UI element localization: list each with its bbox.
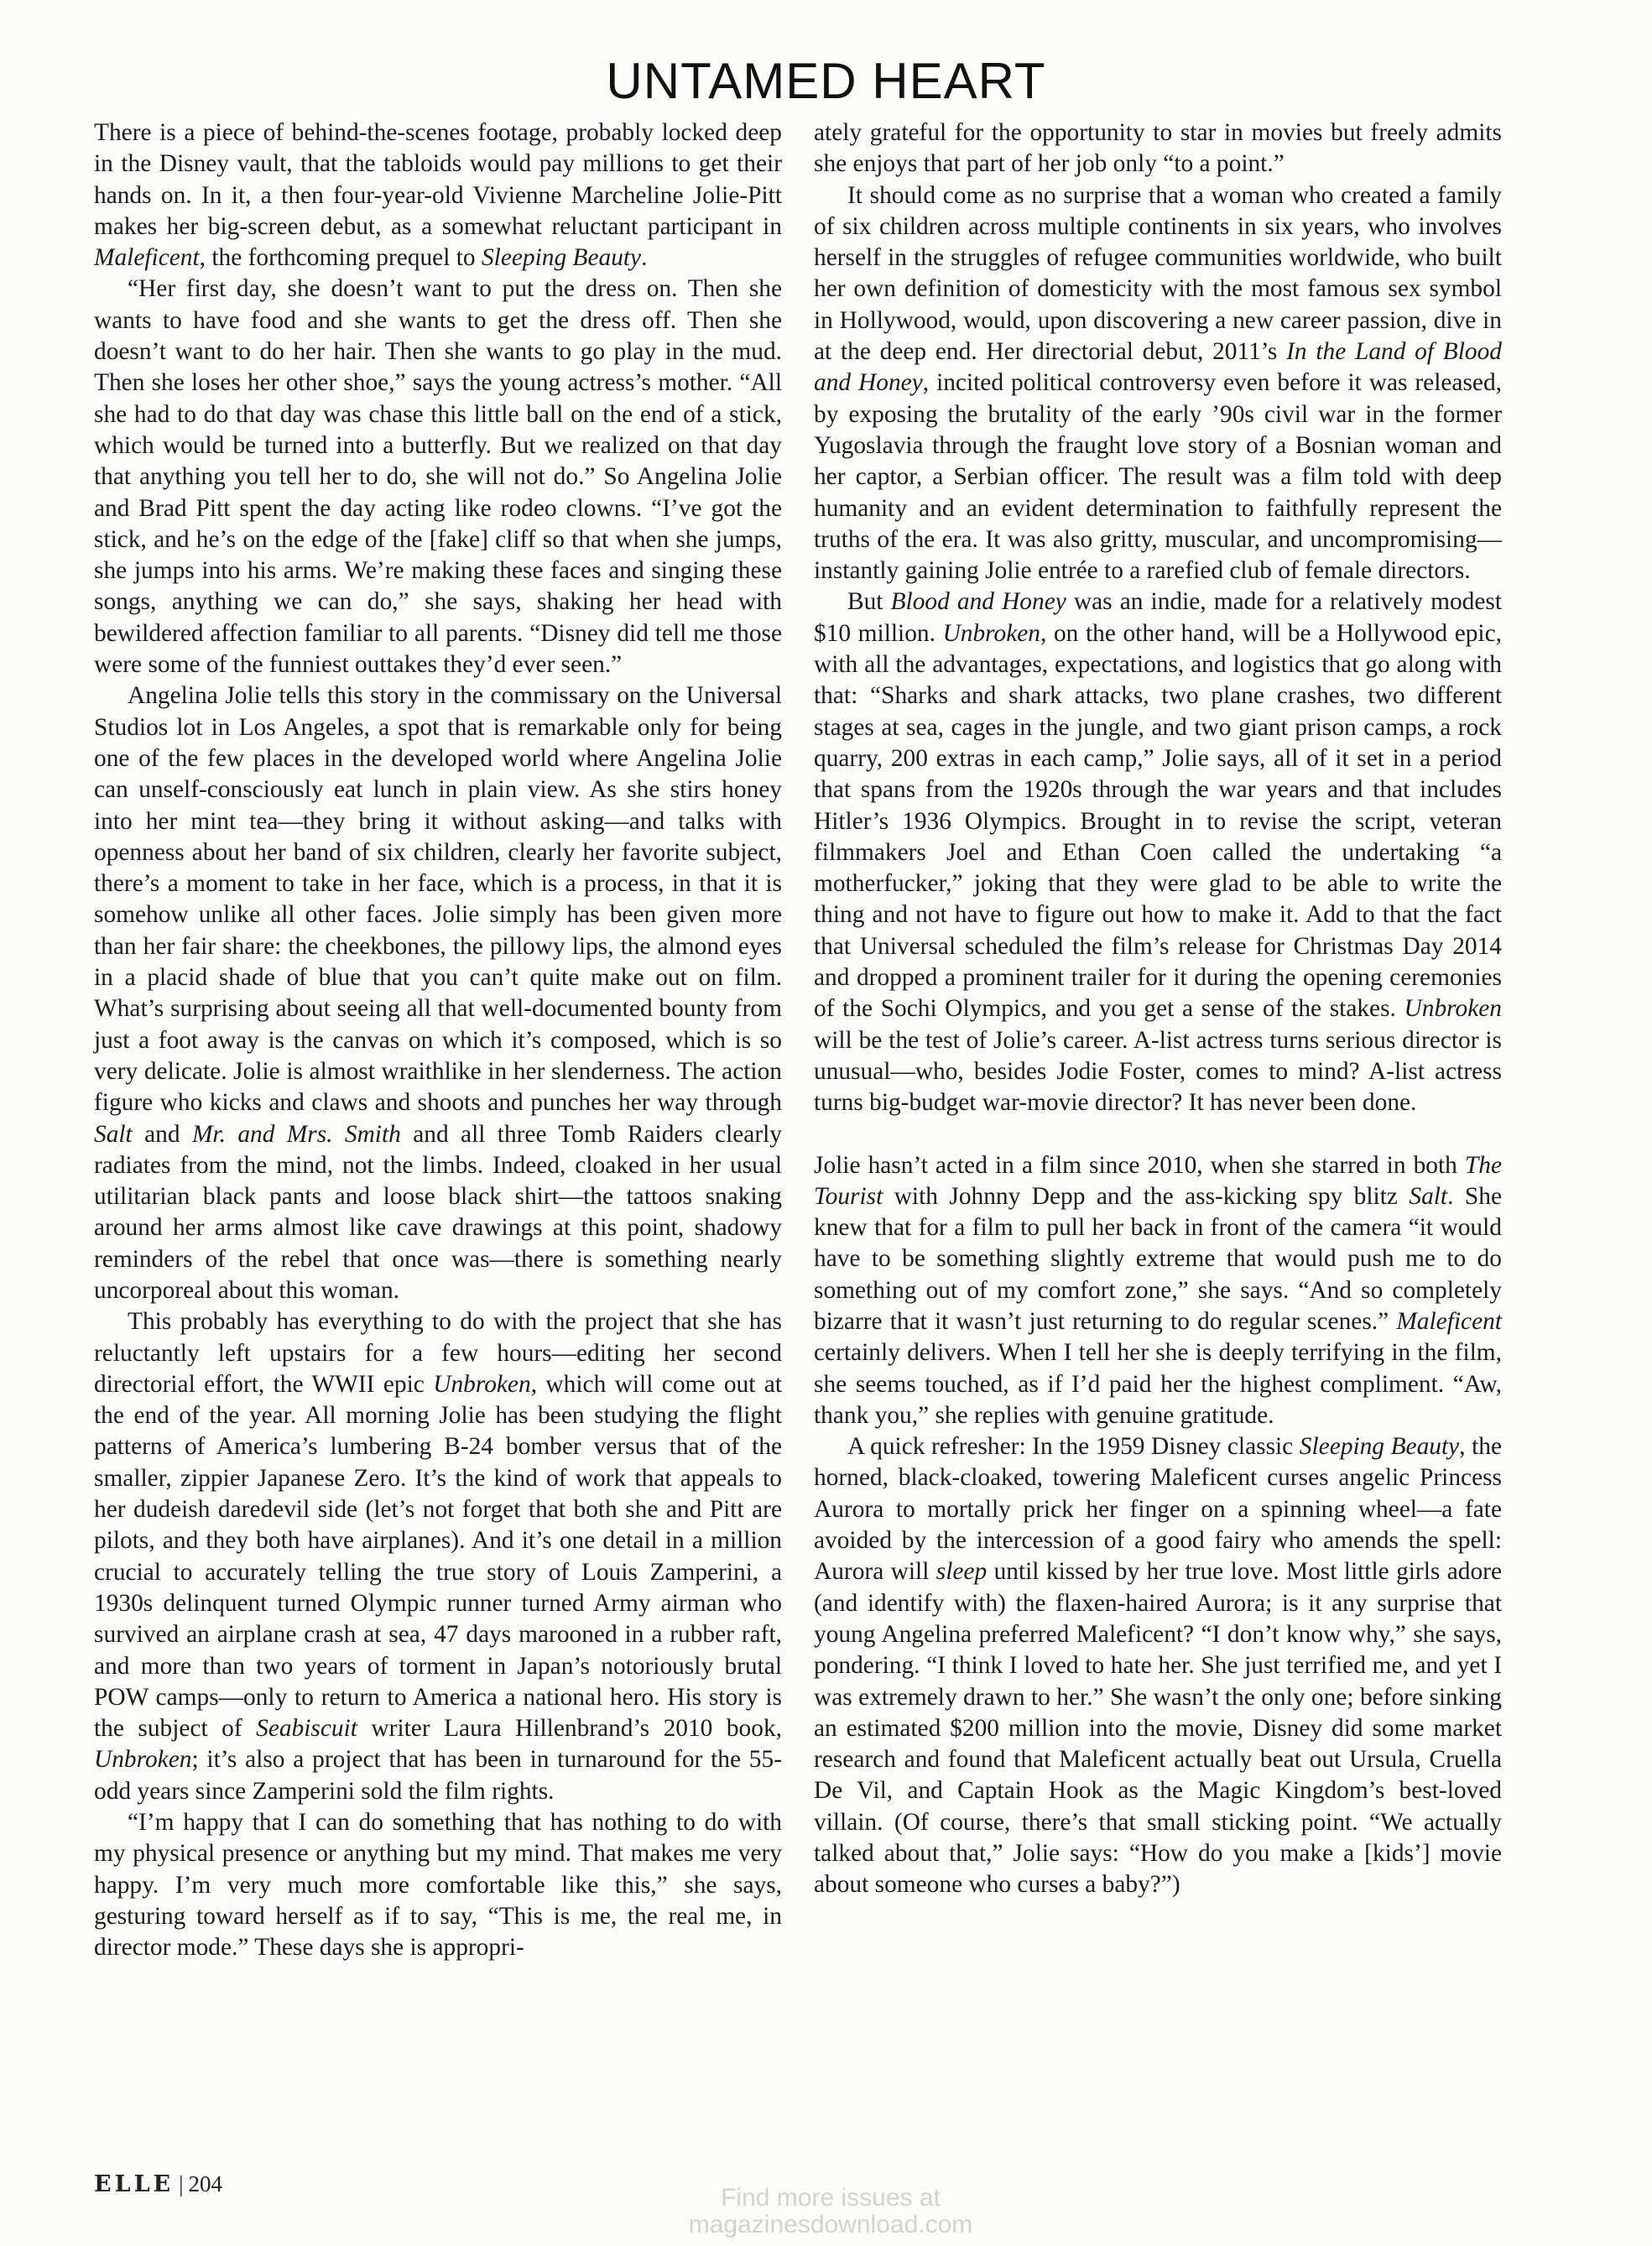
italic-title: Blood and Honey bbox=[890, 588, 1066, 616]
italic-title: Unbroken bbox=[94, 1746, 192, 1774]
article-paragraph: This probably has everything to do with the project that she has reluctantly left upstairs for a few hours—editing her second directorial effort, the WWII epic Unbroken, which will come out at the end of the year. All morning Jolie has been studying the flight patterns of America’s lumbering B-24 bomber versus that of the smaller, zippier Japanese Zero. It’s the kind of work that appeals to her dudeish daredevil side (let’s not forget that both she and Pitt are pilots, and they both have airplanes). And it’s one detail in a million crucial to accurately telling the true story of Louis Zamperini, a 1930s delinquent turned Olympic runner turned Army airman who survived an airplane crash at sea, 47 days marooned in a rubber raft, and more than two years of torment in Japan’s notoriously brutal POW camps—only to return to America a national hero. His story is the subject of Seabiscuit writer Laura Hillenbrand’s 2010 book, Unbroken; it’s also a project that has been in turnaround for the 55-odd years since Zamperini sold the film rights. bbox=[94, 1308, 782, 1805]
italic-title: Unbroken bbox=[942, 619, 1041, 647]
italic-title: Sleeping Beauty bbox=[1299, 1433, 1460, 1461]
italic-title: Unbroken bbox=[433, 1370, 531, 1398]
article-paragraph: A quick refresher: In the 1959 Disney classic Sleeping Beauty, the horned, black-cloaked, towering Maleficent curses angelic Princess Aurora to mortally prick her finger on a spinning wheel—a fate avoided by the intercession of a good fairy who amends the spell: Aurora will sleep until kissed by her true love. Most little girls adore (and identify with) the flaxen-haired Aurora; is it any surprise that young Angelina preferred Maleficent? “I don’t know why,” she says, pondering. “I think I loved to hate her. She just terrified me, and yet I was extremely drawn to her.” She wasn’t the only one; before sinking an estimated $200 million into the movie, Disney did some market research and found that Maleficent actually beat out Ursula, Cruella De Vil, and Captain Hook as the Magic Kingdom’s best-loved villain. (Of course, there’s that small sticking point. “We actually talked about that,” Jolie says: “How do you make a [kids’] movie about someone who curses a baby?”) bbox=[814, 1433, 1502, 1899]
article-paragraph: But Blood and Honey was an indie, made for a relatively modest $10 million. Unbroken, on the other hand, will be a Hollywood epic, with all the advantages, expectations, and logistics that go along with that: “Sharks and shark attacks, two plane crashes, two different stages at sea, cages in the jungle, and two giant prison camps, a rock quarry, 200 extras in each camp,” Jolie says, all of it set in a period that spans from the 1920s through the war years and that includes Hitler’s 1936 Olympics. Brought in to revise the script, veteran filmmakers Joel and Ethan Coen called the undertaking “a motherfucker,” joking that they were glad to be able to write the thing and not have to figure out how to make it. Add to that the fact that Universal scheduled the film’s release for Christmas Day 2014 and dropped a prominent trailer for it during the opening ceremonies of the Sochi Olympics, and you get a sense of the stakes. Unbroken will be the test of Jolie’s career. A-list actress turns serious director is unusual—who, besides Jodie Foster, comes to mind? A-list actress turns big-budget war-movie director? It has never been done. bbox=[814, 588, 1502, 1117]
article-column-right bbox=[814, 117, 1502, 1901]
article-paragraph: Jolie hasn’t acted in a film since 2010, when she starred in both The Tourist with Johnny Depp and the ass-kicking spy blitz Salt. She knew that for a film to pull her back in front of the camera “it would have to be something slightly extreme that would push me to do something out of my comfort zone,” she says. “And so completely bizarre that it wasn’t just returning to do regular scenes.” Maleficent certainly delivers. When I tell her she is deeply terrifying in the film, she seems touched, as if I’d paid her the highest compliment. “Aw, thank you,” she replies with genuine gratitude. bbox=[814, 1151, 1502, 1429]
article-paragraph: “I’m happy that I can do something that has nothing to do with my physical presence or anything but my mind. That makes me very happy. I’m very much more comfortable like this,” she says, gesturing toward herself as if to say, “This is me, the real me, in director mode.” These days she is appropri- bbox=[94, 1809, 782, 1962]
italic-title: Salt bbox=[1409, 1182, 1448, 1210]
article-paragraph: ately grateful for the opportunity to star in movies but freely admits she enjoys that part of her job only “to a point.” bbox=[814, 119, 1502, 178]
page-footer bbox=[94, 2171, 222, 2197]
watermark bbox=[587, 2185, 1074, 2238]
article-paragraph: There is a piece of behind-the-scenes footage, probably locked deep in the Disney vault, that the tabloids would pay millions to get their hands on. In it, a then four-year-old Vivienne Marcheline Jolie-Pitt makes her big-screen debut, as a somewhat reluctant participant in Maleficent, the forthcoming prequel to Sleeping Beauty. bbox=[94, 119, 782, 272]
footer-separator: | bbox=[179, 2171, 184, 2196]
page-title: UNTAMED HEART bbox=[606, 53, 1046, 109]
watermark-line-2: magazinesdownload.com bbox=[688, 2211, 973, 2238]
article-paragraph: Angelina Jolie tells this story in the commissary on the Universal Studios lot in Los Angeles, a spot that is remarkable only for being one of the few places in the developed world where Angelina Jolie can unself-consciously eat lunch in plain view. As she stirs honey into her mint tea—they bring it without asking—and talks with openness about her band of six children, clearly her favorite subject, there’s a moment to take in her face, which is a process, in that it is somehow unlike all other faces. Jolie simply has been given more than her fair share: the cheekbones, the pillowy lips, the almond eyes in a placid shade of blue that you can’t quite make out on film. What’s surprising about seeing all that well-documented bounty from just a foot away is the canvas on which it’s composed, which is so very delicate. Jolie is almost wraithlike in her slenderness. The action figure who kicks and claws and shoots and punches her way through Salt and Mr. and Mrs. Smith and all three Tomb Raiders clearly radiates from the mind, not the limbs. Indeed, cloaked in her usual utilitarian black pants and loose black shirt—the tattoos snaking around her arms almost like cave drawings at this point, shadowy reminders of the rebel that once was—there is something nearly uncorporeal about this woman. bbox=[94, 682, 782, 1304]
article-column-left bbox=[94, 117, 782, 1964]
italic-title: Salt bbox=[94, 1120, 133, 1148]
article-paragraph: It should come as no surprise that a woman who created a family of six children across multiple continents in six years, who involves herself in the struggles of refugee communities worldwide, who built her own definition of domesticity with the most famous sex symbol in Hollywood, would, upon discovering a new career passion, dive in at the deep end. Her directorial debut, 2011’s In the Land of Blood and Honey, incited political controversy even before it was released, by exposing the brutality of the early ’90s civil war in the former Yugoslavia through the fraught love story of a Bosnian woman and her captor, a Serbian officer. The result was a film told with deep humanity and an evident determination to faithfully represent the truths of the era. It was also gritty, muscular, and uncompromising—instantly gaining Jolie entrée to a rarefied club of female directors. bbox=[814, 181, 1503, 585]
page-number: 204 bbox=[188, 2171, 223, 2196]
watermark-line-1: Find more issues at bbox=[721, 2184, 941, 2212]
italic-title: Sleeping Beauty bbox=[481, 244, 642, 272]
italic-title: Unbroken bbox=[1404, 995, 1502, 1023]
italic-title: The Tourist bbox=[814, 1151, 1502, 1210]
italic-title: Maleficent bbox=[94, 244, 200, 272]
italic-title: In the Land of Blood and Honey bbox=[814, 338, 1503, 397]
italic-title: Seabiscuit bbox=[256, 1715, 357, 1743]
article-paragraph: “Her first day, she doesn’t want to put the dress on. Then she wants to have food and she wants to get the dress off. Then she doesn’t want to do her hair. Then she wants to go play in the mud. Then she loses her other shoe,” says the young actress’s mother. “All she had to do that day was chase this little ball on the end of a stick, which would be turned into a butterfly. But we realized on that day that anything you tell her to do, she will not do.” So Angelina Jolie and Brad Pitt spent the day acting like rodeo clowns. “I’ve got the stick, and he’s on the edge of the [fake] cliff so that when she jumps, she jumps into his arms. We’re making these faces and singing these songs, anything we can do,” she says, shaking her head with bewildered affection familiar to all parents. “Disney did tell me those were some of the funniest outtakes they’d ever seen.” bbox=[94, 275, 782, 679]
italic-title: Mr. and Mrs. Smith bbox=[191, 1120, 401, 1148]
magazine-logo: ELLE bbox=[94, 2171, 175, 2197]
italic-title: Maleficent bbox=[1396, 1307, 1502, 1335]
italic-title: sleep bbox=[935, 1558, 988, 1586]
